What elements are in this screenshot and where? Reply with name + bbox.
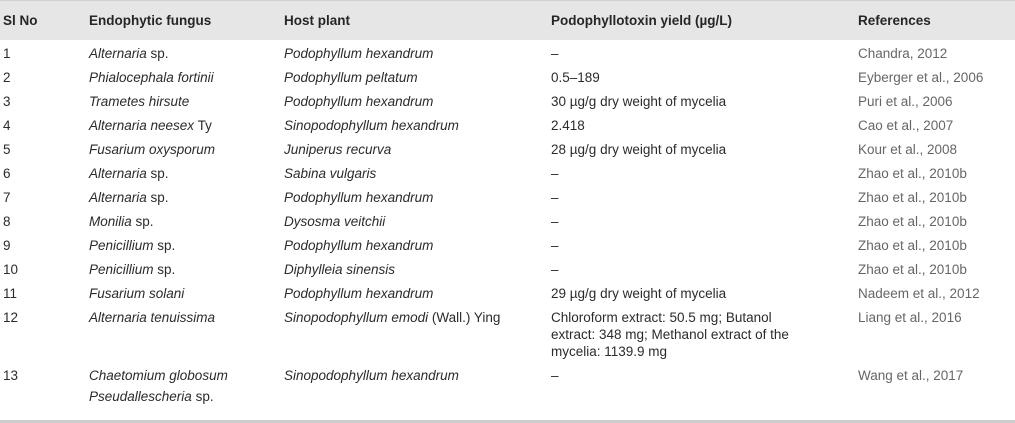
host-part: Podophyllum hexandrum (284, 190, 434, 205)
cell-fungus (86, 237, 281, 261)
fungus2-part: Pseudallescheria (89, 389, 192, 404)
cell-fungus (86, 40, 281, 69)
host-part: Podophyllum hexandrum (284, 94, 434, 109)
cell-reference: Puri et al., 2006 (858, 94, 953, 109)
cell-sl-no: 5 (3, 142, 11, 157)
cell-reference: Wang et al., 2017 (858, 368, 964, 383)
yield-line: – (551, 262, 559, 277)
yield-line: – (551, 46, 559, 61)
cell-sl-no: 1 (3, 46, 11, 61)
cell-sl-no: 7 (3, 190, 11, 205)
cell-sl-no: 2 (3, 70, 11, 85)
cell-host-plant (281, 309, 548, 367)
host-part: Diphylleia sinensis (284, 262, 396, 277)
cell-reference: Eyberger et al., 2006 (858, 70, 984, 85)
yield-line: Chloroform extract: 50.5 mg; Butanol (551, 310, 772, 325)
cell-yield (548, 367, 855, 412)
yield-line: – (551, 214, 559, 229)
yield-line: 2.418 (551, 118, 585, 133)
cell-reference: Liang et al., 2016 (858, 310, 962, 325)
fungus-part: sp. (146, 46, 169, 61)
header-sl-no: Sl No (3, 12, 38, 28)
cell-sl-no: 8 (3, 214, 11, 229)
fungus-part: Fusarium solani (89, 286, 185, 301)
table-row (0, 367, 1015, 412)
host-part: (Wall.) Ying (428, 310, 501, 325)
cell-fungus (86, 213, 281, 237)
yield-line: 30 µg/g dry weight of mycelia (551, 94, 727, 109)
cell-reference: Cao et al., 2007 (858, 118, 954, 133)
yield-line: – (551, 368, 559, 383)
yield-line: – (551, 190, 559, 205)
cell-yield (548, 261, 855, 285)
cell-yield (548, 141, 855, 165)
host-part: Juniperus recurva (284, 142, 392, 157)
cell-host-plant (281, 40, 548, 69)
cell-host-plant (281, 367, 548, 412)
fungus-part: sp. (146, 190, 169, 205)
header-host-plant: Host plant (284, 12, 350, 28)
cell-reference: Nadeem et al., 2012 (858, 286, 980, 301)
table-row (0, 117, 1015, 141)
cell-reference: Zhao et al., 2010b (858, 166, 967, 181)
cell-reference: Zhao et al., 2010b (858, 238, 967, 253)
cell-yield (548, 93, 855, 117)
host-part: Sinopodophyllum emodi (284, 310, 429, 325)
cell-yield (548, 189, 855, 213)
yield-line: – (551, 166, 559, 181)
cell-fungus (86, 367, 281, 412)
host-part: Dysosma veitchii (284, 214, 386, 229)
cell-sl-no: 3 (3, 94, 11, 109)
cell-reference: Zhao et al., 2010b (858, 262, 967, 277)
cell-fungus (86, 189, 281, 213)
cell-host-plant (281, 93, 548, 117)
cell-sl-no: 6 (3, 166, 11, 181)
cell-yield (548, 165, 855, 189)
cell-host-plant (281, 117, 548, 141)
table-body (0, 40, 1015, 412)
cell-fungus (86, 141, 281, 165)
cell-fungus (86, 93, 281, 117)
table-row (0, 309, 1015, 367)
table-row (0, 189, 1015, 213)
cell-sl-no: 10 (3, 262, 19, 277)
cell-yield (548, 237, 855, 261)
cell-host-plant (281, 213, 548, 237)
host-part: Sinopodophyllum hexandrum (284, 368, 459, 383)
header-row (0, 0, 1015, 40)
cell-host-plant (281, 237, 548, 261)
cell-reference: Zhao et al., 2010b (858, 190, 967, 205)
yield-line: 29 µg/g dry weight of mycelia (551, 286, 727, 301)
cell-host-plant (281, 69, 548, 93)
fungus-part: Alternaria (89, 46, 147, 61)
fungus-part: Alternaria (89, 190, 147, 205)
cell-host-plant (281, 189, 548, 213)
fungus-part: sp. (153, 262, 176, 277)
table-row (0, 165, 1015, 189)
cell-sl-no: 11 (3, 286, 18, 301)
host-part: Sabina vulgaris (284, 166, 377, 181)
yield-line: – (551, 238, 559, 253)
cell-yield (548, 213, 855, 237)
cell-yield (548, 285, 855, 309)
yield-line: mycelia: 1139.9 mg (551, 344, 668, 359)
table-row (0, 40, 1015, 69)
fungus-part: sp. (146, 166, 169, 181)
cell-sl-no: 12 (3, 310, 19, 325)
yield-line: 0.5–189 (551, 70, 600, 85)
fungus-part: sp. (131, 214, 154, 229)
fungus-part: Phialocephala fortinii (89, 70, 214, 85)
cell-sl-no: 9 (3, 238, 11, 253)
cell-host-plant (281, 141, 548, 165)
cell-fungus (86, 117, 281, 141)
cell-host-plant (281, 165, 548, 189)
fungus-part: Alternaria (89, 166, 147, 181)
yield-line: extract: 348 mg; Methanol extract of the (551, 327, 789, 342)
cell-fungus (86, 69, 281, 93)
top-rule (0, 0, 1015, 1)
cell-reference: Chandra, 2012 (858, 46, 948, 61)
cell-yield (548, 40, 855, 69)
cell-fungus (86, 309, 281, 367)
host-part: Podophyllum hexandrum (284, 286, 434, 301)
host-part: Podophyllum peltatum (284, 70, 418, 85)
table-row (0, 69, 1015, 93)
host-part: Podophyllum hexandrum (284, 238, 434, 253)
fungus-part: Penicillium (89, 262, 154, 277)
fungus2-part: sp. (191, 389, 214, 404)
fungus-part: Chaetomium globosum (89, 368, 228, 383)
fungus-part: Fusarium oxysporum (89, 142, 216, 157)
table-row (0, 237, 1015, 261)
cell-yield (548, 309, 855, 367)
host-part: Podophyllum hexandrum (284, 46, 434, 61)
host-part: Sinopodophyllum hexandrum (284, 118, 459, 133)
table-row (0, 261, 1015, 285)
cell-sl-no: 4 (3, 118, 11, 133)
fungus-part: Penicillium (89, 238, 154, 253)
yield-line: 28 µg/g dry weight of mycelia (551, 142, 727, 157)
cell-reference: Kour et al., 2008 (858, 142, 958, 157)
table-row (0, 285, 1015, 309)
cell-fungus (86, 261, 281, 285)
table-row (0, 93, 1015, 117)
fungus-part: sp. (153, 238, 176, 253)
table-row (0, 213, 1015, 237)
header-fungus: Endophytic fungus (89, 12, 212, 28)
fungus-part: Alternaria neesex (89, 118, 195, 133)
cell-yield (548, 117, 855, 141)
cell-reference: Zhao et al., 2010b (858, 214, 967, 229)
table-row (0, 141, 1015, 165)
cell-yield (548, 69, 855, 93)
fungus-part: Alternaria tenuissima (89, 310, 216, 325)
cell-host-plant (281, 285, 548, 309)
fungus-part: Trametes hirsute (89, 94, 190, 109)
cell-fungus (86, 285, 281, 309)
fungus-part: Monilia (89, 214, 132, 229)
header-yield: Podophyllotoxin yield (µg/L) (551, 12, 733, 28)
fungus-part: Ty (194, 118, 212, 133)
cell-fungus (86, 165, 281, 189)
header-references: References (858, 12, 931, 28)
cell-host-plant (281, 261, 548, 285)
cell-sl-no: 13 (3, 368, 19, 383)
